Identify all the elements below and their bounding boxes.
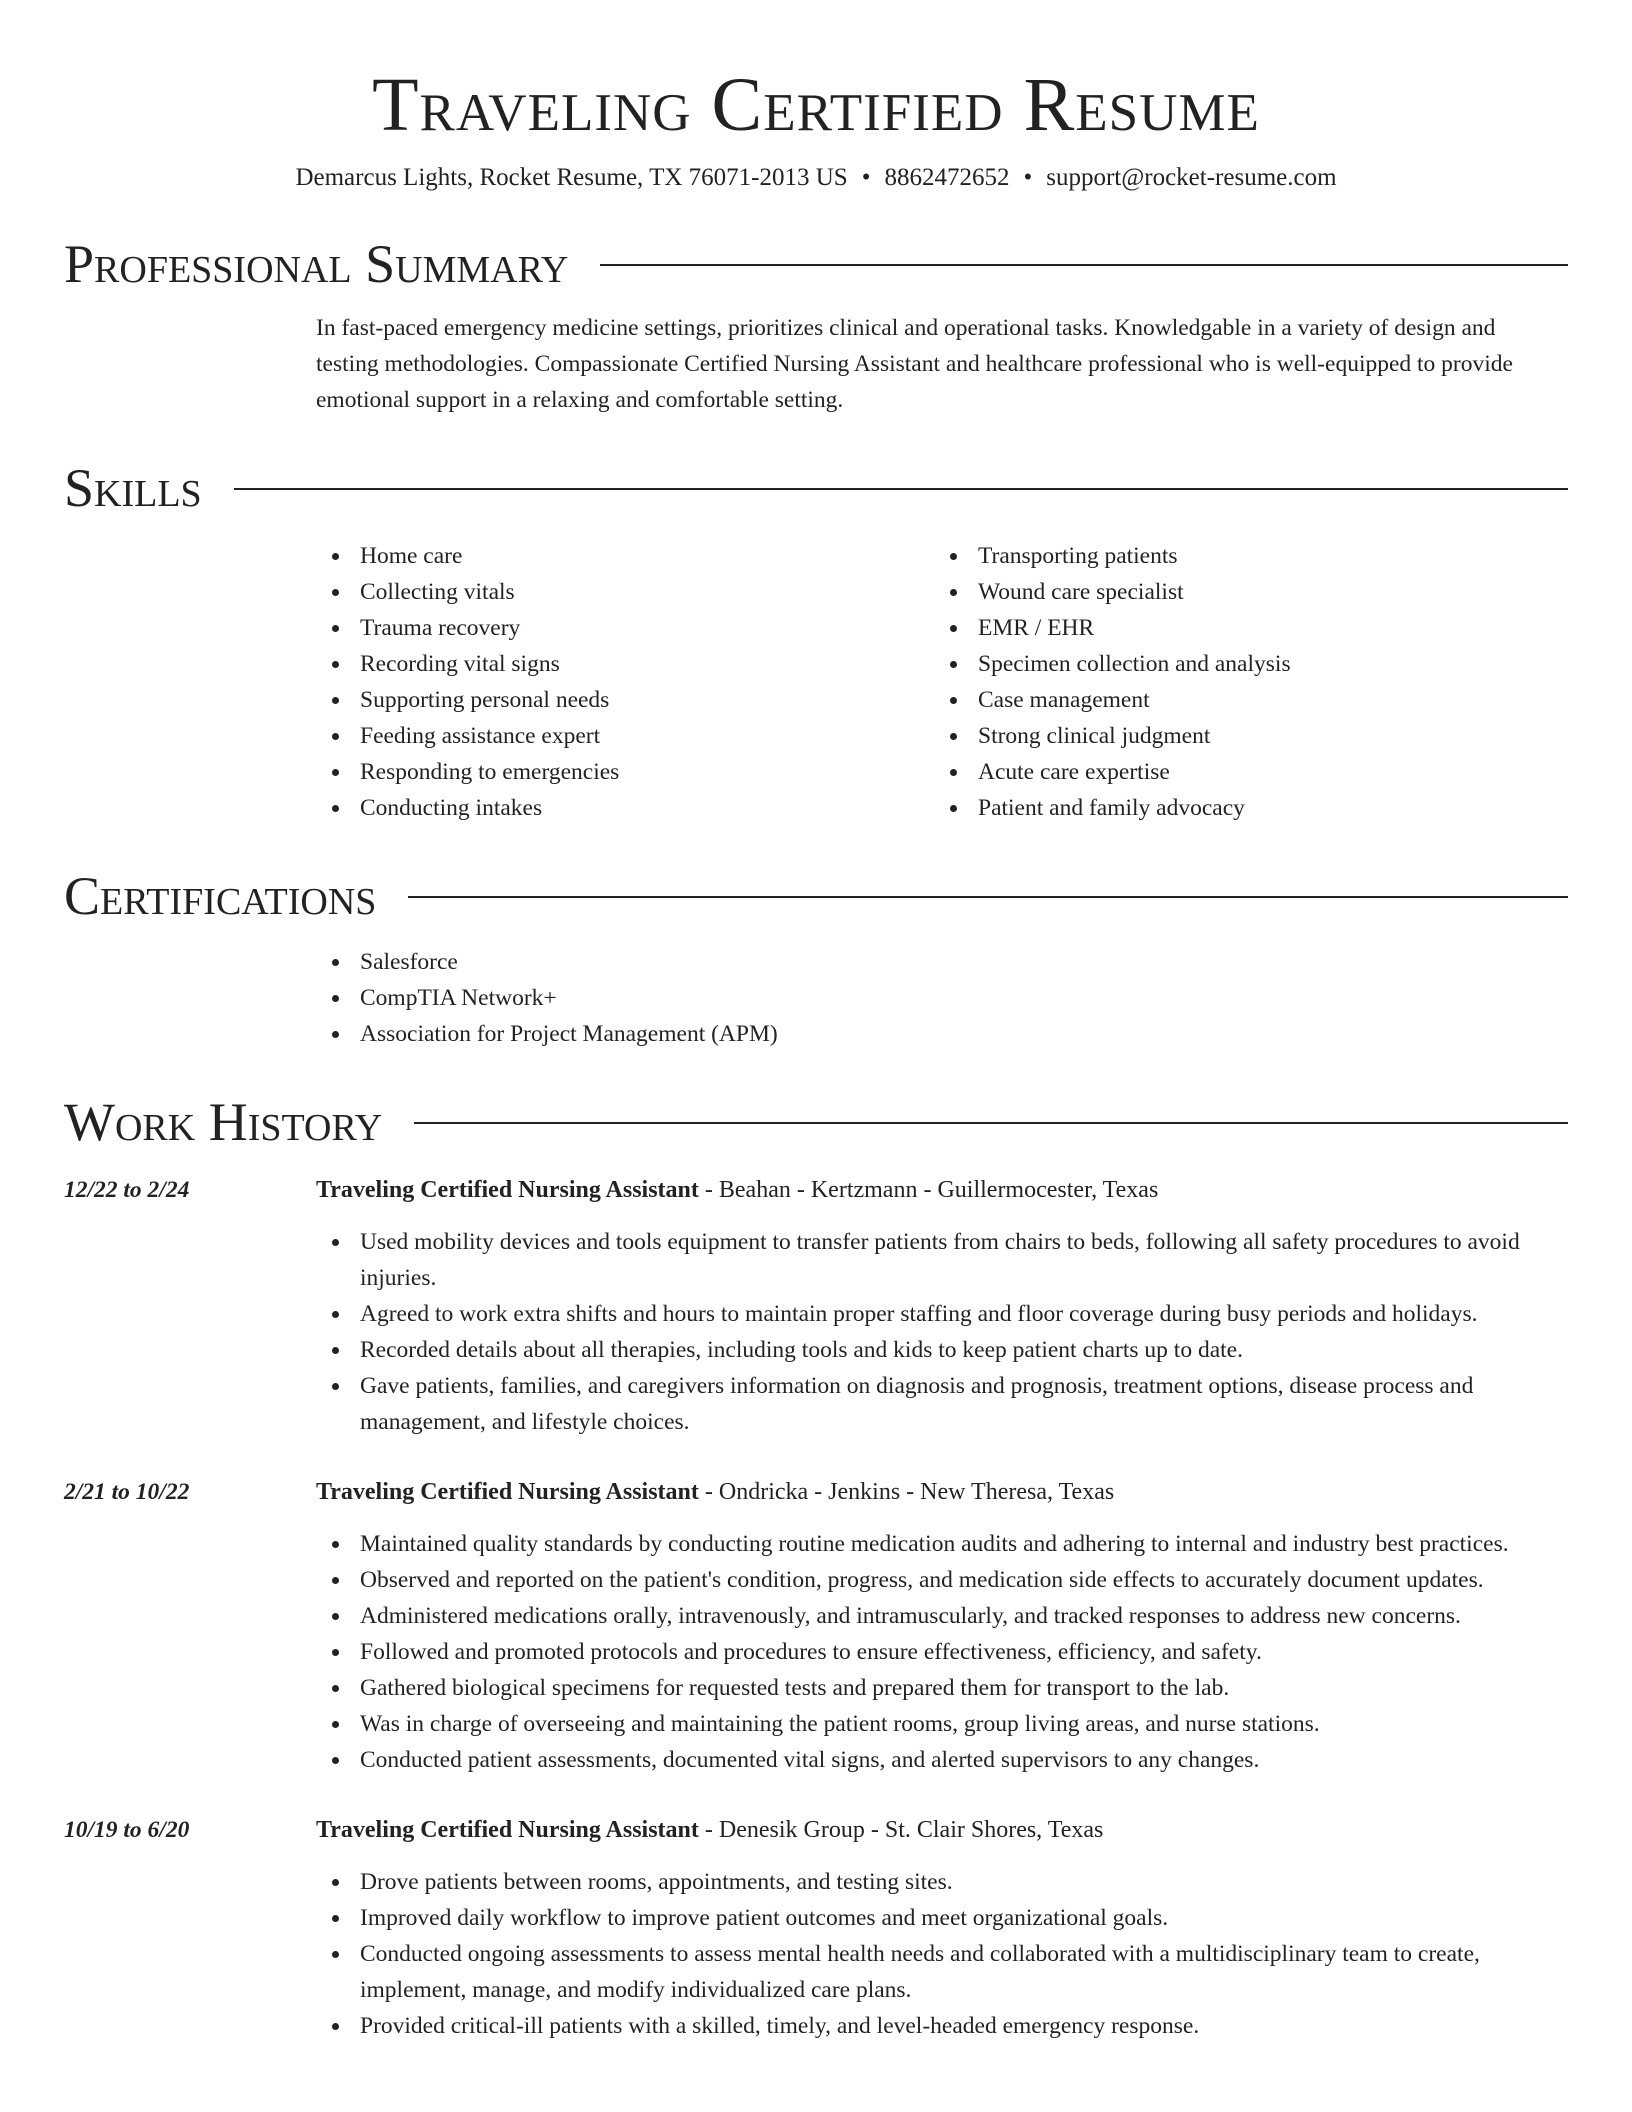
skill-item: Wound care specialist: [934, 574, 1552, 610]
certifications-list: [316, 944, 1568, 1052]
job-heading: [316, 1172, 1568, 1208]
job-bullet: Gathered biological specimens for requested tests and prepared them for transport to the lab.: [316, 1670, 1554, 1706]
contact-phone: 8862472652: [884, 164, 1010, 191]
job-content: [316, 1812, 1568, 2044]
section-divider: [234, 488, 1568, 490]
job-bullet: Maintained quality standards by conducting routine medication audits and adhering to internal and industry best practices.: [316, 1526, 1554, 1562]
job-content: [316, 1172, 1568, 1440]
job-bullet: Drove patients between rooms, appointments, and testing sites.: [316, 1864, 1554, 1900]
job-bullet: Agreed to work extra shifts and hours to maintain proper staffing and floor coverage during busy periods and holidays.: [316, 1296, 1554, 1332]
skill-item: Transporting patients: [934, 538, 1552, 574]
skills-section: [316, 538, 1568, 826]
job-employer-location: - Denesik Group - St. Clair Shores, Texas: [698, 1817, 1104, 1843]
job-bullet: Administered medications orally, intravenously, and intramuscularly, and tracked responses to address new concerns.: [316, 1598, 1554, 1634]
job-bullet: Observed and reported on the patient's condition, progress, and medication side effects to accurately document updates.: [316, 1562, 1554, 1598]
job-content: [316, 1474, 1568, 1778]
skill-item: Conducting intakes: [316, 790, 934, 826]
job-heading: [316, 1474, 1568, 1510]
job-title: Traveling Certified Nursing Assistant: [316, 1177, 699, 1203]
job-entry: [64, 1474, 1568, 1778]
skill-item: EMR / EHR: [934, 610, 1552, 646]
section-divider: [408, 896, 1568, 898]
job-bullet-list: [316, 1864, 1568, 2044]
section-divider: [414, 1122, 1568, 1124]
skill-item: Strong clinical judgment: [934, 718, 1552, 754]
contact-line: [64, 162, 1568, 194]
summary-section-header: [64, 234, 1568, 294]
contact-email: support@rocket-resume.com: [1046, 164, 1337, 191]
resume-title: Traveling Certified Resume: [372, 63, 1260, 147]
skill-item: Supporting personal needs: [316, 682, 934, 718]
skill-item: Acute care expertise: [934, 754, 1552, 790]
resume-page: [64, 0, 1568, 2044]
skill-item: Specimen collection and analysis: [934, 646, 1552, 682]
job-entry: [64, 1172, 1568, 1440]
skill-item: Recording vital signs: [316, 646, 934, 682]
job-title: Traveling Certified Nursing Assistant: [316, 1479, 699, 1505]
certifications-heading: Certifications: [64, 866, 377, 926]
skill-item: Case management: [934, 682, 1552, 718]
certification-item: CompTIA Network+: [316, 980, 1568, 1016]
contact-address: Demarcus Lights, Rocket Resume, TX 76071-2013 US: [295, 164, 848, 191]
work-history-heading: Work History: [64, 1092, 383, 1152]
job-employer-location: - Ondricka - Jenkins - New Theresa, Texas: [698, 1479, 1115, 1505]
job-bullet: Gave patients, families, and caregivers information on diagnosis and prognosis, treatment options, disease process and management, and lifestyle choices.: [316, 1368, 1554, 1440]
summary-section: [316, 310, 1568, 418]
certification-item: Salesforce: [316, 944, 1568, 980]
skills-heading: Skills: [64, 458, 202, 518]
job-bullet: Was in charge of overseeing and maintaining the patient rooms, group living areas, and nurse stations.: [316, 1706, 1554, 1742]
skills-section-header: [64, 458, 1568, 518]
skills-list-right: [934, 538, 1552, 826]
contact-separator: •: [1023, 164, 1033, 191]
job-title: Traveling Certified Nursing Assistant: [316, 1817, 699, 1843]
job-dates: 10/19 to 6/20: [64, 1817, 190, 1843]
certifications-section-header: [64, 866, 1568, 926]
work-history-section-header: [64, 1092, 1568, 1152]
job-bullet: Improved daily workflow to improve patient outcomes and meet organizational goals.: [316, 1900, 1554, 1936]
contact-separator: •: [861, 164, 871, 191]
job-bullet: Conducted ongoing assessments to assess mental health needs and collaborated with a multidisciplinary team to create, implement, manage, and modify individualized care plans.: [316, 1936, 1554, 2008]
skill-item: Collecting vitals: [316, 574, 934, 610]
job-dates: 2/21 to 10/22: [64, 1479, 190, 1505]
job-employer-location: - Beahan - Kertzmann - Guillermocester, Texas: [698, 1177, 1159, 1203]
summary-text: In fast-paced emergency medicine settings, prioritizes clinical and operational tasks. Knowledgable in a variety of design and testing methodologies. Compassionate Certified Nursing Assistant and healthcare professional who is well-equipped to provide emotional support in a relaxing and comfortable setting.: [316, 315, 1513, 413]
job-bullet-list: [316, 1526, 1568, 1778]
job-bullet: Conducted patient assessments, documented vital signs, and alerted supervisors to any changes.: [316, 1742, 1554, 1778]
job-heading: [316, 1812, 1568, 1848]
skill-item: Patient and family advocacy: [934, 790, 1552, 826]
job-bullet: Used mobility devices and tools equipment to transfer patients from chairs to beds, following all safety procedures to avoid injuries.: [316, 1224, 1554, 1296]
job-bullet: Followed and promoted protocols and procedures to ensure effectiveness, efficiency, and safety.: [316, 1634, 1554, 1670]
section-divider: [600, 264, 1568, 266]
certifications-section: [316, 944, 1568, 1052]
skills-list-left: [316, 538, 934, 826]
skill-item: Home care: [316, 538, 934, 574]
skill-item: Responding to emergencies: [316, 754, 934, 790]
job-entry: [64, 1812, 1568, 2044]
job-bullet: Provided critical-ill patients with a skilled, timely, and level-headed emergency response.: [316, 2008, 1554, 2044]
skill-item: Feeding assistance expert: [316, 718, 934, 754]
job-bullet-list: [316, 1224, 1568, 1440]
job-bullet: Recorded details about all therapies, including tools and kids to keep patient charts up to date.: [316, 1332, 1554, 1368]
certification-item: Association for Project Management (APM): [316, 1016, 1568, 1052]
job-dates: 12/22 to 2/24: [64, 1177, 190, 1203]
skill-item: Trauma recovery: [316, 610, 934, 646]
summary-heading: Professional Summary: [64, 234, 569, 294]
